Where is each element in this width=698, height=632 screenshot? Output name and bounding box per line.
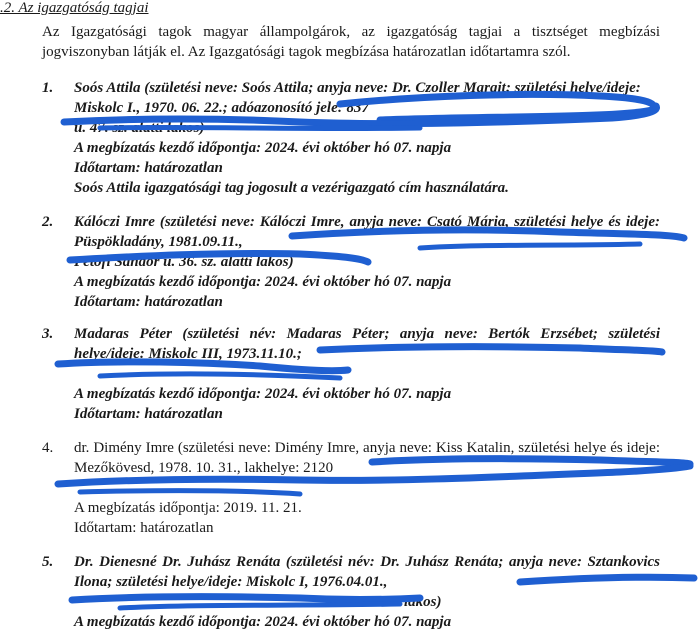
member-term: Időtartam: határozatlan (74, 520, 214, 536)
member-number: 4. (42, 440, 54, 456)
member-number: 5. (42, 554, 54, 570)
member-details-text: Soós Attila (születési neve: Soós Attila; anyja neve: Dr. Czoller Margit; születési helye/ideje: Miskolc I., 1970. 06. 22.; adóazonosító jele: 837 (74, 80, 641, 116)
member-term: Időtartam: határozatlan (74, 294, 223, 310)
member-start-date: A megbízatás kezdő időpontja: 2024. évi október hó 07. napja (74, 274, 452, 290)
member-start-date: A megbízatás időpontja: 2019. 11. 21. (74, 500, 302, 516)
member-number: 1. (42, 80, 54, 96)
member-details-tail: Petőfi Sándor u. 36. sz. alatti lakos) (74, 254, 294, 270)
member-details: Kálóczi Imre (születési neve: Kálóczi Imre, anyja neve: Csató Mária, születési helye és ideje: Püspökladány, 1981.09.11., (74, 214, 660, 250)
member-details-tail-text: lakos) (404, 594, 442, 610)
member-number: 2. (42, 214, 54, 230)
member-details (74, 78, 660, 118)
member-start-date: A megbízatás kezdő időpontja: 2024. évi október hó 07. napja (74, 140, 452, 156)
member-start-date: A megbízatás kezdő időpontja: 2024. évi október hó 07. napja (74, 614, 452, 630)
member-term: Időtartam: határozatlan (74, 406, 223, 422)
member-details-tail (74, 592, 660, 612)
member-number: 3. (42, 326, 54, 342)
member-details-tail (74, 478, 660, 498)
member-note: Soós Attila igazgatósági tag jogosult a vezérigazgató cím használatára. (74, 180, 509, 196)
intro-paragraph: Az Igazgatósági tagok magyar állampolgárok, az igazgatóság tagjai a tisztséget megbízási jogviszonyban látják el. Az Igazgatósági tagok megbízása határozatlan időtartamra szól. (42, 24, 660, 60)
member-term: Időtartam: határozatlan (74, 160, 223, 176)
member-start-date: A megbízatás kezdő időpontja: 2024. évi október hó 07. napja (74, 386, 452, 402)
section-heading: .2. Az igazgatóság tagjai (0, 0, 149, 16)
member-details: Dr. Dienesné Dr. Juhász Renáta (születési név: Dr. Juhász Renáta; anyja neve: Sztankovics Ilona; születési helye/ideje: Miskolc I, 1976.04.01., (74, 554, 660, 590)
member-details: dr. Dimény Imre (születési neve: Dimény Imre, anyja neve: Kiss Katalin, születési helye és ideje: Mezőkövesd, 1978. 10. 31., lakhelye: 2120 (74, 440, 660, 476)
member-details-tail: u. 47. sz. alatti lakos) (74, 120, 205, 136)
member-details-tail (74, 364, 660, 384)
member-details: Madaras Péter (születési név: Madaras Péter; anyja neve: Bertók Erzsébet; születési helye/ideje: Miskolc III, 1973.11.10.; (74, 326, 660, 362)
